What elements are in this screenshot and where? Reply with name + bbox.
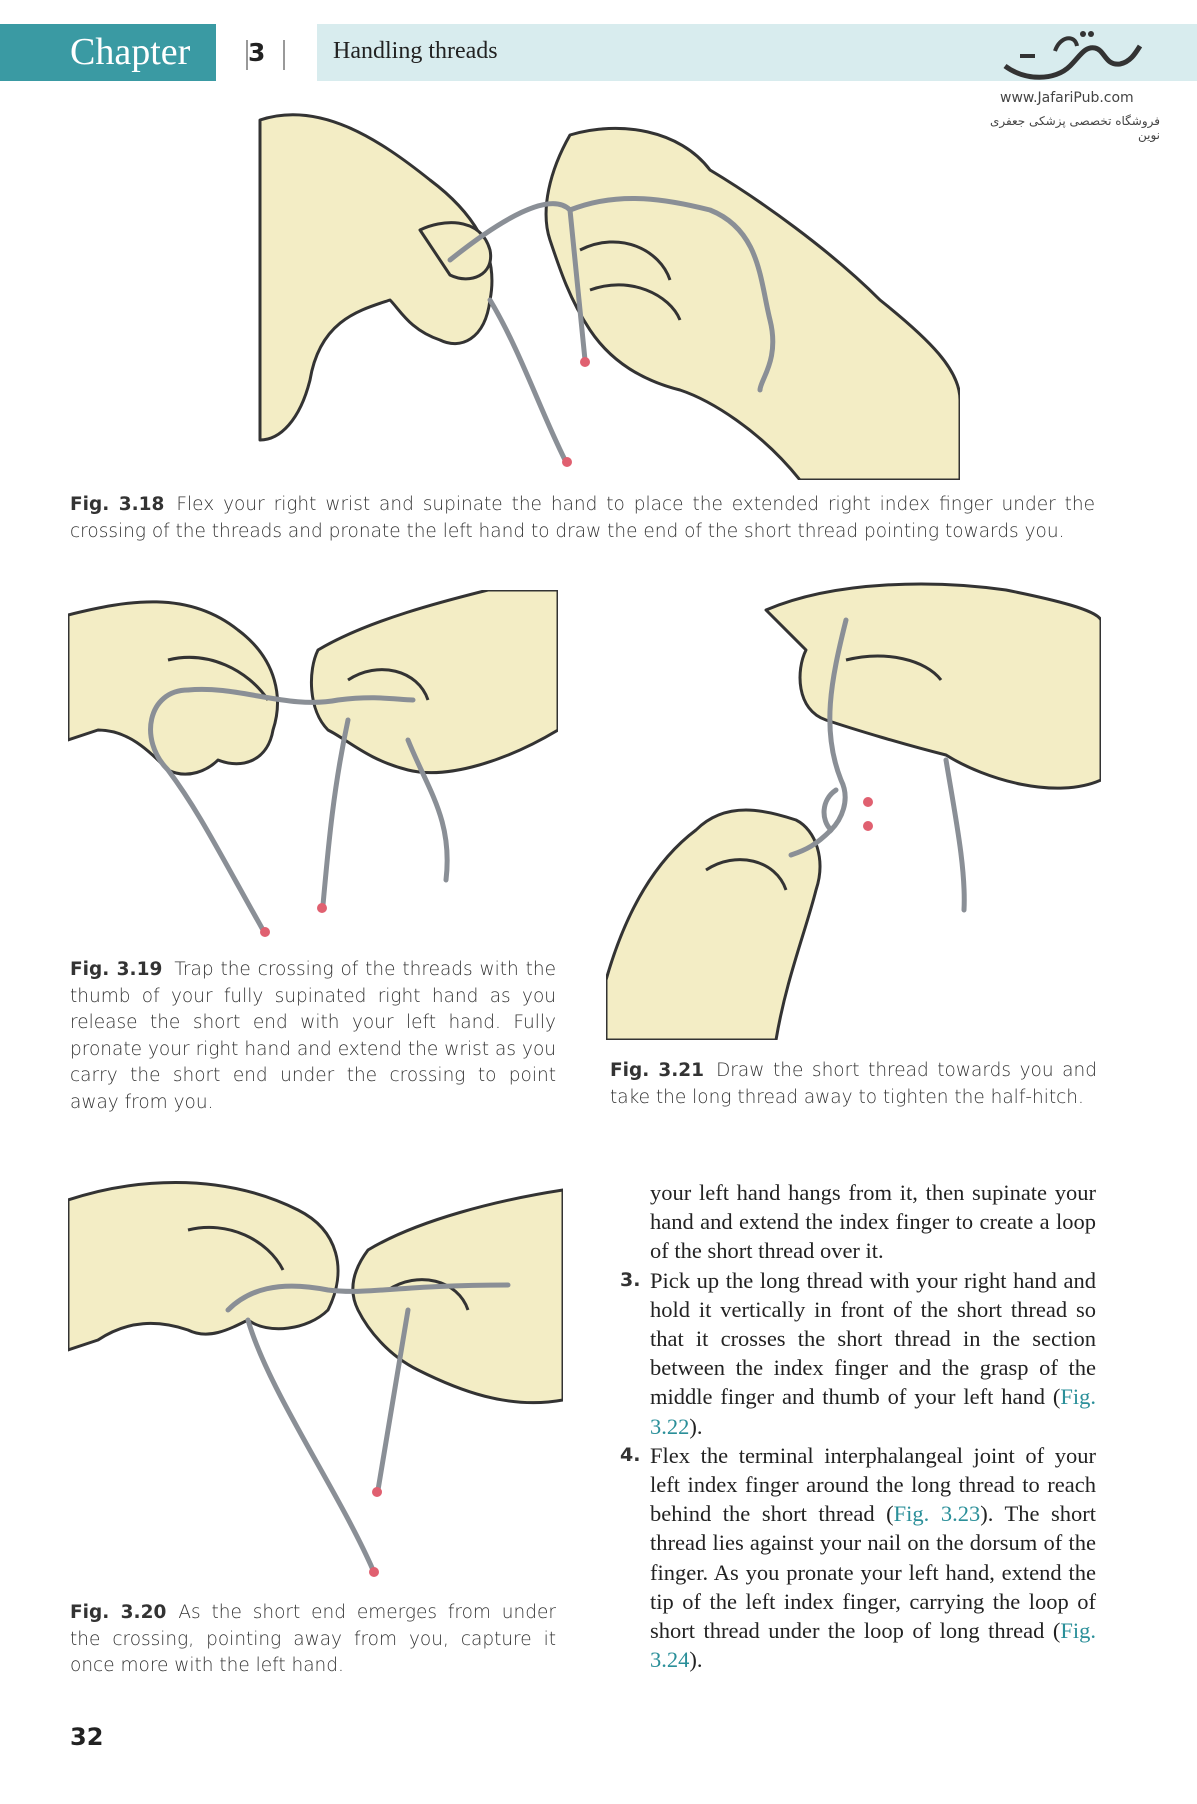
list-text: Pick up the long thread with your right hand and hold it vertically in front of the short thread so that it crosses the short thread in the section between the index finger and the grasp of the middle finger and thumb of your left hand ( [650, 1267, 1096, 1410]
figure-3-18-illustration [240, 100, 960, 480]
chapter-tab: Chapter [0, 24, 216, 81]
logo-url: www.JafariPub.com [1000, 90, 1134, 106]
caption-text: Flex your right wrist and supinate the hand to place the extended right index finger under the crossing of the threads and pronate the left hand to draw the end of the short thread pointing towards you. [70, 494, 1095, 542]
list-number: 4. [620, 1443, 641, 1466]
caption-3-20 [70, 1600, 556, 1680]
caption-text: Trap the crossing of the threads with the thumb of your fully supinated right hand as you release the short end with your left hand. Fully pronate your right hand and extend the wrist as you carry the short end under the crossing to point away from you. [70, 959, 556, 1113]
figure-label: Fig. 3.20 [70, 1602, 167, 1623]
list-text: ). [689, 1647, 703, 1673]
publisher-logo-icon [995, 26, 1145, 86]
caption-3-21 [610, 1058, 1097, 1111]
page-number: 32 [70, 1723, 104, 1751]
list-text: ). [689, 1413, 703, 1439]
list-number: 3. [620, 1268, 641, 1291]
figure-reference-link[interactable]: Fig. 3.22 [650, 1384, 1096, 1439]
figure-label: Fig. 3.19 [70, 959, 163, 980]
figure-label: Fig. 3.18 [70, 494, 165, 515]
logo-subtitle: فروشگاه تخصصی پزشکی جعفری نوین [989, 114, 1160, 142]
body-intro: your left hand hangs from it, then supinate your hand and extend the index finger to create a loop of the short thread over it. [650, 1180, 1096, 1264]
list-item [620, 1266, 1096, 1441]
figure-3-20-illustration [68, 1170, 563, 1590]
figure-reference-link[interactable]: Fig. 3.23 [893, 1501, 981, 1527]
list-text: ). The short thread lies against your nail on the dorsum of the finger. As you pronate your left hand, extend the tip of the left index finger, carrying the loop of short thread under the loop of long thread ( [650, 1501, 1097, 1644]
caption-3-19 [70, 957, 556, 1116]
caption-3-18 [70, 492, 1095, 545]
body-text [620, 1178, 1097, 1674]
caption-text: Draw the short thread towards you and take the long thread away to tighten the half-hitch. [610, 1060, 1097, 1108]
list-text: Flex the terminal interphalangeal joint of your left index finger around the long thread to reach behind the short thread ( [650, 1442, 1096, 1527]
section-title: Handling threads [333, 38, 498, 64]
chapter-number: 3 [248, 38, 266, 67]
figure-reference-link[interactable]: Fig. 3.24 [650, 1618, 1096, 1673]
caption-text: As the short end emerges from under the crossing, pointing away from you, capture it once more with the left hand. [70, 1602, 556, 1676]
divider [283, 40, 285, 70]
figure-3-19-illustration [68, 590, 558, 945]
list-item [620, 1441, 1097, 1675]
figure-label: Fig. 3.21 [610, 1060, 705, 1081]
figure-3-21-illustration [606, 580, 1101, 1040]
